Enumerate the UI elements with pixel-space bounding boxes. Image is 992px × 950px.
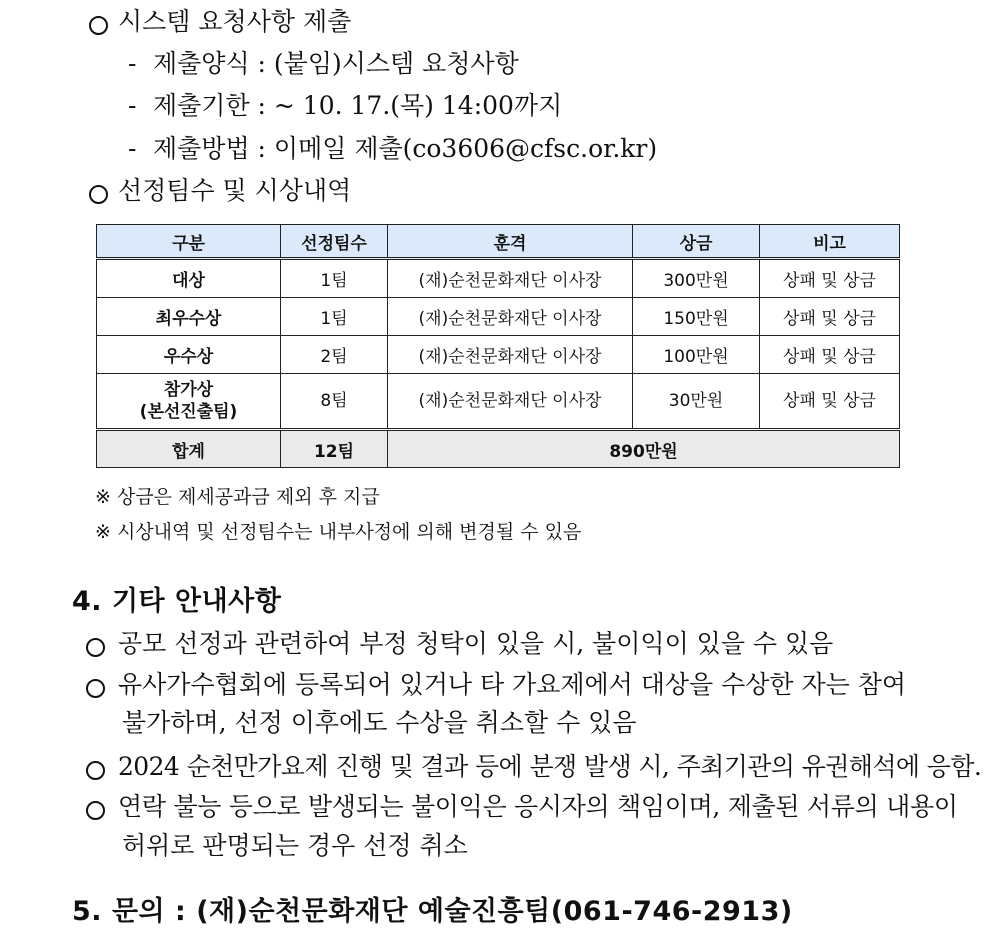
header-honor: 훈격	[388, 225, 633, 259]
bullet-circle-icon	[86, 679, 105, 698]
dash-bullet: -	[128, 91, 137, 120]
row-note: 상패 및 상금	[760, 298, 900, 336]
row-honor: (재)순천문화재단 이사장	[388, 336, 633, 374]
row-note: 상패 및 상금	[760, 259, 900, 298]
submission-form: 제출양식 : (붙임)시스템 요청사항	[153, 49, 519, 78]
row-category-main: 참가상	[163, 380, 214, 400]
section4-item: 유사가수협회에 등록되어 있거나 타 가요제에서 대상을 수상한 자는 참여	[118, 670, 907, 699]
dash-bullet: -	[128, 134, 137, 163]
total-label: 합계	[97, 430, 281, 468]
row-category: 대상	[97, 259, 281, 298]
table-total-row	[97, 430, 900, 468]
submission-title: 시스템 요청사항 제출	[118, 7, 352, 36]
bullet-circle-icon	[86, 761, 105, 780]
row-category	[97, 374, 281, 430]
row-note: 상패 및 상금	[760, 336, 900, 374]
row-prize: 300만원	[633, 259, 760, 298]
total-teams: 12팀	[281, 430, 388, 468]
row-prize: 100만원	[633, 336, 760, 374]
section4-item-cont: 허위로 판명되는 경우 선정 취소	[122, 831, 468, 860]
row-honor: (재)순천문화재단 이사장	[388, 259, 633, 298]
row-teams: 1팀	[281, 298, 388, 336]
total-amount: 890만원	[388, 430, 900, 468]
table-row	[97, 259, 900, 298]
header-category: 구분	[97, 225, 281, 259]
bullet-circle-icon	[86, 638, 105, 657]
section4-item-cont: 불가하며, 선정 이후에도 수상을 취소할 수 있음	[122, 708, 637, 737]
table-row	[97, 336, 900, 374]
section5-title: 5. 문의 : (재)순천문화재단 예술진흥팀(061-746-2913)	[72, 896, 793, 927]
table-row	[97, 298, 900, 336]
submission-deadline: 제출기한 : ~ 10. 17.(목) 14:00까지	[153, 91, 563, 120]
header-prize: 상금	[633, 225, 760, 259]
row-prize: 30만원	[633, 374, 760, 430]
note-tax: ※ 상금은 제세공과금 제외 후 지급	[95, 486, 380, 508]
table-header-row	[97, 225, 900, 259]
submission-method: 제출방법 : 이메일 제출(co3606@cfsc.or.kr)	[153, 134, 658, 163]
row-teams: 8팀	[281, 374, 388, 430]
section4-item: 2024 순천만가요제 진행 및 결과 등에 분쟁 발생 시, 주최기관의 유권해석에 응함.	[118, 752, 982, 781]
note-change: ※ 시상내역 및 선정팀수는 내부사정에 의해 변경될 수 있음	[95, 521, 582, 543]
table-row	[97, 374, 900, 430]
row-teams: 1팀	[281, 259, 388, 298]
row-honor: (재)순천문화재단 이사장	[388, 298, 633, 336]
bullet-circle-icon	[89, 16, 108, 35]
row-category-sub: (본선진출팀)	[139, 402, 238, 422]
selection-title: 선정팀수 및 시상내역	[118, 176, 352, 205]
bullet-circle-icon	[86, 801, 105, 820]
row-teams: 2팀	[281, 336, 388, 374]
row-category: 우수상	[97, 336, 281, 374]
row-category: 최우수상	[97, 298, 281, 336]
row-prize: 150만원	[633, 298, 760, 336]
award-table	[96, 224, 900, 468]
section4-item: 공모 선정과 관련하여 부정 청탁이 있을 시, 불이익이 있을 수 있음	[118, 629, 834, 658]
bullet-circle-icon	[89, 185, 108, 204]
dash-bullet: -	[128, 49, 137, 78]
header-note: 비고	[760, 225, 900, 259]
section4-title: 4. 기타 안내사항	[72, 586, 282, 617]
row-note: 상패 및 상금	[760, 374, 900, 430]
header-teams: 선정팀수	[281, 225, 388, 259]
row-honor: (재)순천문화재단 이사장	[388, 374, 633, 430]
section4-item: 연락 불능 등으로 발생되는 불이익은 응시자의 책임이며, 제출된 서류의 내용이	[118, 792, 958, 821]
